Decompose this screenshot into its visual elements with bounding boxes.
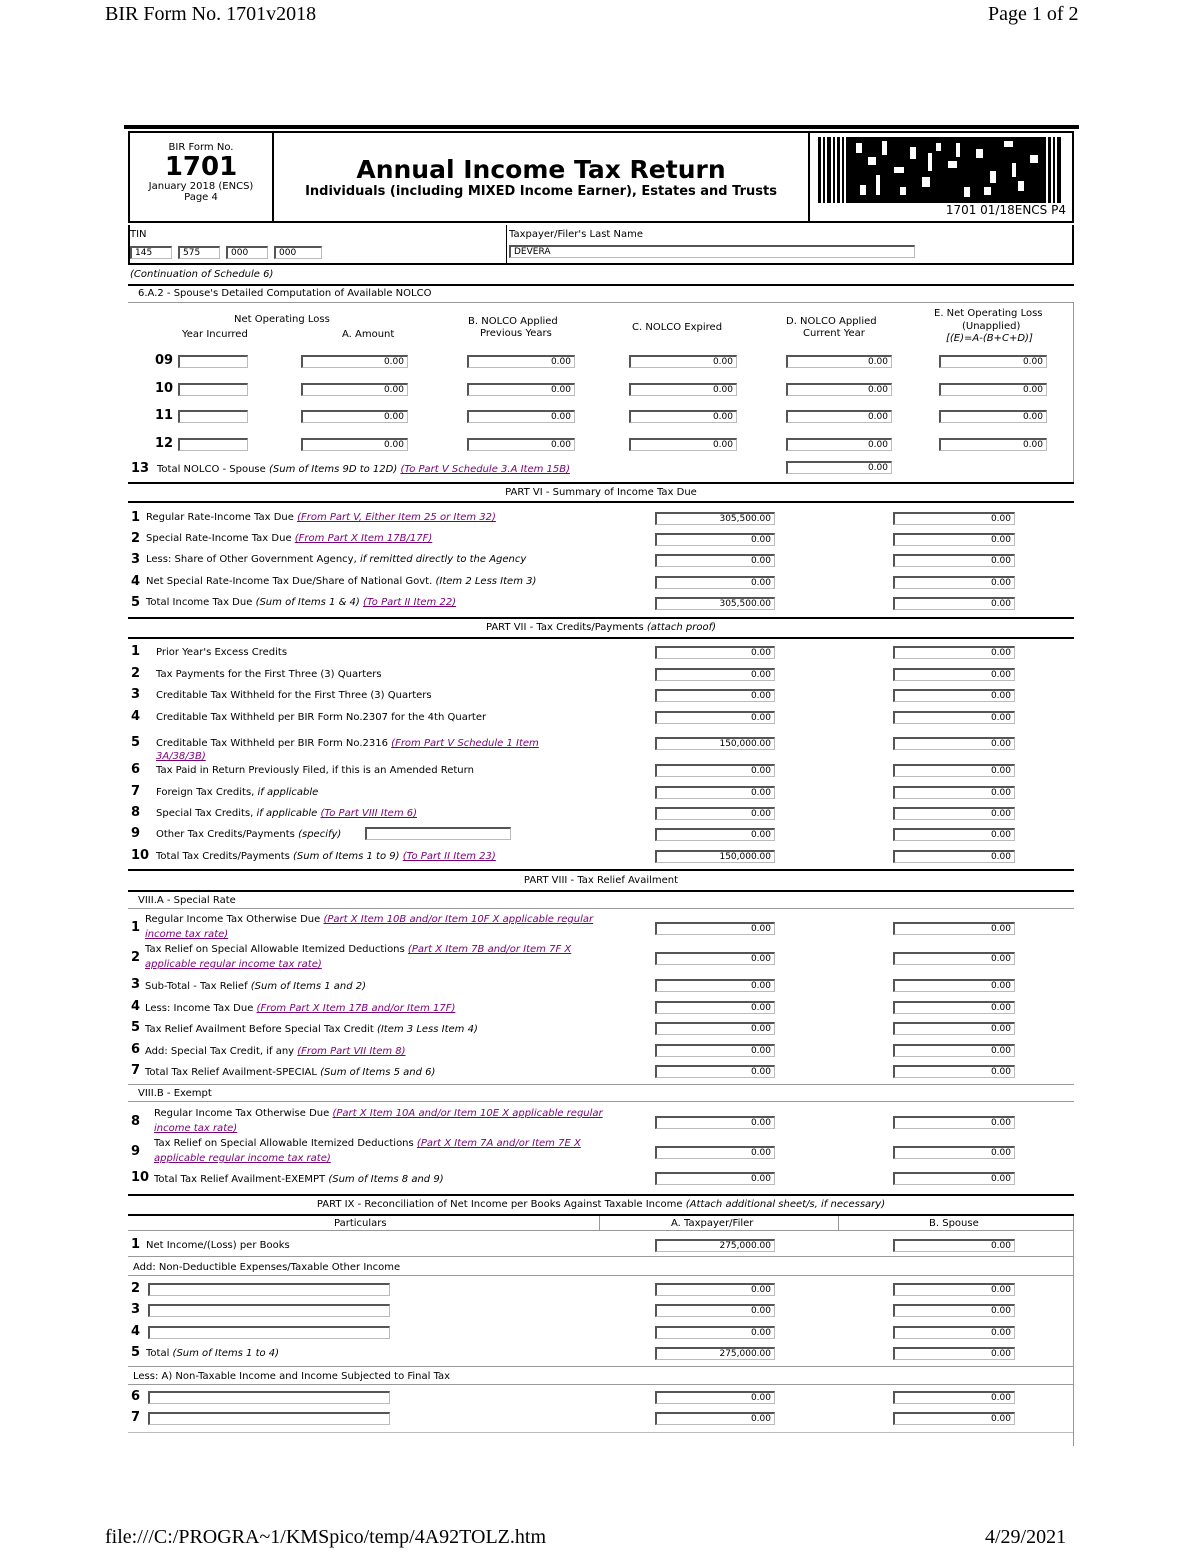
divider [128,1432,1074,1433]
part7-rows-taxpayer-field[interactable]: 150,000.00 [655,850,775,863]
part8-label-text: Tax Relief Availment Before Special Tax Credit [145,1024,377,1035]
part8-label-text: Less: Income Tax Due [145,1003,257,1014]
part7-rows-spouse-field[interactable]: 0.00 [893,689,1015,702]
part8-taxpayer-field[interactable]: 0.00 [655,1001,775,1014]
part9-spouse-field[interactable]: 0.00 [893,1347,1015,1360]
part9-spouse-field[interactable]: 0.00 [893,1326,1015,1339]
part8-link[interactable]: (Part X Item 7A and/or Item 7E X applicable regular income tax rate) [154,1138,581,1164]
part7-rows-spouse-field[interactable]: 0.00 [893,737,1015,750]
part7-rows-number: 7 [131,784,141,799]
divider [128,302,1074,303]
part8-label [145,1022,605,1037]
part9-row-number: 3 [131,1302,141,1317]
part6-rows-note: (Item 2 Less Item 3) [435,576,537,587]
part6-rows-label-text: Regular Rate-Income Tax Due [146,512,298,523]
part9-row-number: 4 [131,1324,141,1339]
part6-rows-label [146,597,456,608]
part8-link[interactable]: (From Part VII Item 8) [297,1046,406,1057]
form-top-border [124,125,1079,129]
part8-spouse-field[interactable]: 0.00 [893,1146,1015,1159]
part9-taxpayer-field[interactable]: 0.00 [655,1412,775,1425]
col-nolco-applied-current: D. NOLCO Applied [786,316,877,327]
part7-rows-label-text: Creditable Tax Withheld for the First Three (3) Quarters [156,690,432,701]
nolco-row-number: 12 [155,436,174,451]
part7-rows-link[interactable]: (To Part II Item 23) [402,851,496,862]
nolco-year-field[interactable] [178,410,248,423]
nolco-e-field[interactable]: 0.00 [939,410,1047,423]
part9-spouse-field[interactable]: 0.00 [893,1391,1015,1404]
part9-spouse-field[interactable]: 0.00 [893,1304,1015,1317]
part8-row-number: 1 [131,920,141,935]
part7-rows-note: (Sum of Items 1 to 9) [293,851,403,862]
part9-add-description-field[interactable] [148,1326,390,1339]
divider [128,1101,1074,1102]
part9-title-text: PART IX - Reconciliation of Net Income per Books Against Taxable Income [316,1199,686,1210]
barcode-image [816,137,1066,203]
part8-note: (Sum of Items 1 and 2) [250,981,367,992]
tin-part-4[interactable]: 000 [274,246,322,259]
col-taxpayer: A. Taxpayer/Filer [671,1218,754,1229]
part9-taxpayer-field[interactable]: 0.00 [655,1283,775,1296]
part7-rows-number: 1 [131,644,141,659]
part7-rows-taxpayer-field[interactable]: 0.00 [655,689,775,702]
col-formula: [(E)=A-(B+C+D)] [946,333,1033,344]
nolco-total-note: (Sum of Items 9D to 12D) [268,464,398,475]
nolco-c-field[interactable]: 0.00 [629,438,737,451]
part8-label-text: Total Tax Relief Availment-EXEMPT [154,1174,329,1185]
part7-rows-label-text: Creditable Tax Withheld per BIR Form No.2307 for the 4th Quarter [156,712,487,723]
part8-taxpayer-field[interactable]: 0.00 [655,1146,775,1159]
part7-rows-label-text: Tax Payments for the First Three (3) Quarters [156,669,382,680]
divider [128,637,1074,639]
col-divider [838,1216,839,1230]
part7-rows-label [156,689,576,702]
part6-rows-spouse-field[interactable]: 0.00 [893,554,1015,567]
part6-rows-number: 3 [131,552,141,567]
nolco-e-field[interactable]: 0.00 [939,355,1047,368]
lastname-field[interactable]: DEVERA [509,245,915,258]
form-page: Page 4 [184,192,218,203]
part7-rows-spouse-field[interactable]: 0.00 [893,850,1015,863]
part8-link[interactable]: (Part X Item 10B and/or Item 10F X applicable regular income tax rate) [145,914,594,940]
part8-row-number: 5 [131,1020,141,1035]
nolco-row-number: 09 [155,353,174,368]
nolco-year-field[interactable] [178,438,248,451]
col-unapplied: (Unapplied) [962,321,1021,332]
part8-label-text: Regular Income Tax Otherwise Due [145,914,324,925]
form-number: 1701 [164,152,238,182]
part6-rows-taxpayer-field[interactable]: 0.00 [655,576,775,589]
part6-rows-taxpayer-field[interactable]: 305,500.00 [655,597,775,610]
part6-rows-label-text: Net Special Rate-Income Tax Due/Share of National Govt. [146,576,436,587]
part8-taxpayer-field[interactable]: 0.00 [655,979,775,992]
part6-rows-note: if remitted directly to the Agency [359,554,527,565]
part8-label-text: Sub-Total - Tax Relief [145,981,251,992]
part9-add-description-field[interactable] [148,1283,390,1296]
part9-title-note: (Attach additional sheet/s, if necessary) [685,1199,886,1210]
part8-taxpayer-field[interactable]: 0.00 [655,1022,775,1035]
tin-part-3[interactable]: 000 [226,246,268,259]
part8-row-number: 2 [131,950,141,965]
nolco-b-field[interactable]: 0.00 [467,438,575,451]
part7-rows-number: 10 [131,848,150,863]
part8-row-number: 6 [131,1042,141,1057]
part7-rows-spouse-field[interactable]: 0.00 [893,711,1015,724]
tin-part-1[interactable]: 145 [130,246,172,259]
part6-rows-taxpayer-field[interactable]: 305,500.00 [655,512,775,525]
part9-less-description-field[interactable] [148,1391,390,1404]
part7-rows-spouse-field[interactable]: 0.00 [893,668,1015,681]
part7-rows-number: 2 [131,666,141,681]
part9-less-label: Less: A) Non-Taxable Income and Income Subjected to Final Tax [133,1371,451,1382]
part7-rows-label [156,807,576,820]
col-spouse: B. Spouse [929,1218,979,1229]
part7-rows-spouse-field[interactable]: 0.00 [893,786,1015,799]
nolco-year-field[interactable] [178,383,248,396]
part8-label-text: Regular Income Tax Otherwise Due [154,1108,333,1119]
nolco-row-number: 11 [155,408,174,423]
part8-taxpayer-field[interactable]: 0.00 [655,922,775,935]
part9-less-description-field[interactable] [148,1412,390,1425]
nolco-total-text: Total NOLCO - Spouse [157,464,266,475]
part8-spouse-field[interactable]: 0.00 [893,952,1015,965]
part6-rows-label [146,554,526,565]
part7-rows-number: 4 [131,709,141,724]
divider [128,908,1074,909]
part8-label-text: Total Tax Relief Availment-SPECIAL [145,1067,321,1078]
part8-spouse-field[interactable]: 0.00 [893,1022,1015,1035]
part7-title [128,622,1074,633]
part8-row-number: 10 [131,1170,150,1185]
part9-row-number: 1 [131,1237,141,1252]
part7-rows-taxpayer-field[interactable]: 0.00 [655,786,775,799]
part8-row-number: 8 [131,1114,141,1129]
nolco-a-field[interactable]: 0.00 [301,355,408,368]
part6-rows-label [146,576,536,587]
part9-total-note: (Sum of Items 1 to 4) [172,1348,280,1359]
part8-label [145,1044,605,1059]
part7-rows-spouse-field[interactable]: 0.00 [893,646,1015,659]
continuation-note: (Continuation of Schedule 6) [130,269,274,280]
nolco-total-number: 13 [131,461,150,476]
tin-label: TIN [130,229,147,240]
nolco-row-number: 10 [155,381,174,396]
nolco-b-field[interactable]: 0.00 [467,383,575,396]
part7-title-note: (attach proof) [646,622,717,633]
part7-rows-note: if applicable [257,787,319,798]
part6-rows-note: (Sum of Items 1 & 4) [255,597,363,608]
part7-title-text: PART VII - Tax Credits/Payments [485,622,647,633]
part6-rows-label-text: Special Rate-Income Tax Due [146,533,295,544]
tin-part-2[interactable]: 575 [178,246,220,259]
col-previous-years: Previous Years [480,328,552,339]
nolco-c-field[interactable]: 0.00 [629,383,737,396]
part8-spouse-field[interactable]: 0.00 [893,1001,1015,1014]
divider [128,1214,1074,1216]
divider [128,1384,1074,1385]
form-edition: January 2018 (ENCS) [148,181,254,192]
nolco-a-field[interactable]: 0.00 [301,383,408,396]
col-year-incurred: Year Incurred [182,329,248,340]
col-particulars: Particulars [334,1218,387,1229]
part6-rows-number: 2 [131,531,141,546]
nolco-d-field[interactable]: 0.00 [786,383,892,396]
nolco-a-field[interactable]: 0.00 [301,438,408,451]
form-subtitle: Individuals (including MIXED Income Earner), Estates and Trusts [305,184,777,199]
part8-label [145,1001,605,1016]
part9-spouse-field[interactable]: 0.00 [893,1283,1015,1296]
part8-label [154,1136,614,1166]
part9-row-number: 5 [131,1345,141,1360]
nolco-year-field[interactable] [178,355,248,368]
part8-spouse-field[interactable]: 0.00 [893,1044,1015,1057]
part9-add-description-field[interactable] [148,1304,390,1317]
part7-rows-taxpayer-field[interactable]: 0.00 [655,764,775,777]
col-current-year: Current Year [803,328,865,339]
part8-spouse-field[interactable]: 0.00 [893,1116,1015,1129]
part9-spouse-field[interactable]: 0.00 [893,1412,1015,1425]
nolco-title: 6.A.2 - Spouse's Detailed Computation of Available NOLCO [138,288,432,299]
part8-spouse-field[interactable]: 0.00 [893,922,1015,935]
part9-taxpayer-field[interactable]: 0.00 [655,1391,775,1404]
part6-rows-label [146,512,496,523]
col-divider [599,1216,600,1230]
part6-rows-number: 5 [131,595,141,610]
part7-rows-number: 5 [131,735,141,750]
part7-rows-number: 8 [131,805,141,820]
part8-label [145,979,605,994]
part7-rows-label [156,786,576,799]
part8-taxpayer-field[interactable]: 0.00 [655,1065,775,1078]
part6-rows-number: 4 [131,574,141,589]
part9-spouse-field[interactable]: 0.00 [893,1239,1015,1252]
part8-link[interactable]: (Part X Item 10A and/or Item 10E X applicable regular income tax rate) [154,1108,603,1134]
divider [128,1275,1074,1276]
part7-rows-label-text: Tax Paid in Return Previously Filed, if this is an Amended Return [156,765,474,776]
print-footer-date: 4/29/2021 [985,1526,1067,1548]
divider [128,1366,1074,1367]
divider [128,1256,1074,1257]
part8-row-number: 9 [131,1144,141,1159]
part7-rows-label-text: Special Tax Credits, [156,808,257,819]
part6-rows-spouse-field[interactable]: 0.00 [893,597,1015,610]
nolco-d-field[interactable]: 0.00 [786,438,892,451]
part6-title: PART VI - Summary of Income Tax Due [505,487,697,498]
part8-label [145,1065,605,1080]
part8-sub-b: VIII.B - Exempt [138,1088,212,1099]
part6-rows-label-text: Total Income Tax Due [146,597,256,608]
lastname-label: Taxpayer/Filer's Last Name [509,229,644,240]
part8-taxpayer-field[interactable]: 0.00 [655,1044,775,1057]
part7-rows-spouse-field[interactable]: 0.00 [893,828,1015,841]
part8-row-number: 4 [131,999,141,1014]
part9-title [128,1199,1074,1210]
part8-title: PART VIII - Tax Relief Availment [523,875,679,886]
part7-rows-number: 6 [131,762,141,777]
part9-total-text: Total [146,1348,173,1359]
part6-rows-spouse-field[interactable]: 0.00 [893,533,1015,546]
part7-rows-note: if applicable [256,808,321,819]
other-tax-credits-specify-field[interactable] [365,827,511,840]
nolco-total-field[interactable]: 0.00 [786,461,892,474]
nolco-e-field[interactable]: 0.00 [939,383,1047,396]
part7-rows-taxpayer-field[interactable]: 0.00 [655,668,775,681]
divider [128,869,1074,871]
part7-rows-label [156,668,576,681]
part9-taxpayer-field[interactable]: 0.00 [655,1326,775,1339]
part6-rows-link[interactable]: (From Part X Item 17B/17F) [294,533,433,544]
part8-taxpayer-field[interactable]: 0.00 [655,952,775,965]
part6-rows-link[interactable]: (From Part V, Either Item 25 or Item 32) [297,512,496,523]
part8-note: (Sum of Items 5 and 6) [320,1067,436,1078]
part8-label-text: Add: Special Tax Credit, if any [145,1046,298,1057]
part9-row-number: 2 [131,1281,141,1296]
part7-rows-label-text: Foreign Tax Credits, [156,787,258,798]
divider [128,890,1074,892]
part9-total-label [146,1348,279,1359]
part6-rows-spouse-field[interactable]: 0.00 [893,512,1015,525]
divider [128,1084,1074,1085]
divider [128,1194,1074,1196]
nolco-c-field[interactable]: 0.00 [629,410,737,423]
part8-spouse-field[interactable]: 0.00 [893,979,1015,992]
part8-sub-a: VIII.A - Special Rate [138,895,236,906]
barcode-box [808,131,1074,223]
form-title: Annual Income Tax Return [356,155,726,184]
print-header-page: Page 1 of 2 [988,3,1079,25]
part8-spouse-field[interactable]: 0.00 [893,1172,1015,1185]
tin-divider [506,225,507,265]
part7-rows-label-text: Creditable Tax Withheld per BIR Form No.2316 [156,738,392,749]
part7-rows-taxpayer-field[interactable]: 0.00 [655,646,775,659]
part7-rows-link[interactable]: (From Part V Schedule 1 Item 3A/38/3B) [156,738,539,762]
divider [128,482,1074,484]
part7-rows-number: 9 [131,826,141,841]
part8-taxpayer-field[interactable]: 0.00 [655,1116,775,1129]
part9-row-number: 6 [131,1389,141,1404]
part6-rows-taxpayer-field[interactable]: 0.00 [655,533,775,546]
right-rule [1073,1216,1074,1446]
nolco-c-field[interactable]: 0.00 [629,355,737,368]
part9-taxpayer-field[interactable]: 0.00 [655,1304,775,1317]
part9-row-number: 7 [131,1410,141,1425]
nolco-d-field[interactable]: 0.00 [786,355,892,368]
divider [128,501,1074,503]
part8-note: (Sum of Items 8 and 9) [328,1174,444,1185]
right-rule [1073,302,1074,482]
part9-taxpayer-field[interactable]: 275,000.00 [655,1347,775,1360]
nolco-d-field[interactable]: 0.00 [786,410,892,423]
part6-rows-label [146,533,432,544]
part8-taxpayer-field[interactable]: 0.00 [655,1172,775,1185]
col-nolco-applied: B. NOLCO Applied [468,316,558,327]
bir-form-label: BIR Form No. [168,142,234,153]
col-nolco-expired: C. NOLCO Expired [632,322,723,333]
form-id-box [128,131,274,223]
part7-rows-label-text: Total Tax Credits/Payments [156,851,294,862]
part8-note: (Item 3 Less Item 4) [376,1024,478,1035]
part7-rows-spouse-field[interactable]: 0.00 [893,764,1015,777]
part7-rows-note: (specify) [298,829,342,840]
print-header-title: BIR Form No. 1701v2018 [105,3,317,25]
part6-rows-label-text: Less: Share of Other Government Agency, [146,554,360,565]
part8-row-number: 7 [131,1063,141,1078]
part7-rows-taxpayer-field[interactable]: 150,000.00 [655,737,775,750]
nolco-b-field[interactable]: 0.00 [467,410,575,423]
part7-rows-label [156,711,576,724]
part7-rows-label [156,850,576,863]
part7-rows-taxpayer-field[interactable]: 0.00 [655,711,775,724]
part7-rows-label-text: Other Tax Credits/Payments [156,829,299,840]
part8-label [145,912,605,942]
part8-link[interactable]: (From Part X Item 17B and/or Item 17F) [256,1003,456,1014]
nolco-e-field[interactable]: 0.00 [939,438,1047,451]
part8-row-number: 3 [131,977,141,992]
part6-rows-spouse-field[interactable]: 0.00 [893,576,1015,589]
divider [128,617,1074,619]
part8-label-text: Tax Relief on Special Allowable Itemized Deductions [154,1138,417,1149]
part7-rows-label [156,646,576,659]
part7-rows-number: 3 [131,687,141,702]
part7-rows-spouse-field[interactable]: 0.00 [893,807,1015,820]
part8-label [154,1172,614,1187]
part8-link[interactable]: (Part X Item 7B and/or Item 7F X applicable regular income tax rate) [145,944,572,970]
nolco-b-field[interactable]: 0.00 [467,355,575,368]
part6-rows-number: 1 [131,510,141,525]
nolco-a-field[interactable]: 0.00 [301,410,408,423]
part9-add-label: Add: Non-Deductible Expenses/Taxable Other Income [133,1262,401,1273]
col-net-operating-loss-e: E. Net Operating Loss [934,308,1043,319]
part6-rows-link[interactable]: (To Part II Item 22) [363,597,457,608]
col-net-operating-loss: Net Operating Loss [234,314,330,325]
part7-rows-taxpayer-field[interactable]: 0.00 [655,828,775,841]
part9-net-income-label: Net Income/(Loss) per Books [146,1240,290,1251]
part9-taxpayer-field[interactable]: 275,000.00 [655,1239,775,1252]
part8-spouse-field[interactable]: 0.00 [893,1065,1015,1078]
part7-rows-taxpayer-field[interactable]: 0.00 [655,807,775,820]
part6-rows-taxpayer-field[interactable]: 0.00 [655,554,775,567]
part8-label [154,1106,614,1136]
divider [128,284,1074,286]
divider [128,1230,1074,1231]
part7-rows-label-text: Prior Year's Excess Credits [156,647,288,658]
part7-rows-label [156,764,576,777]
print-footer-path: file:///C:/PROGRA~1/KMSpico/temp/4A92TOLZ.htm [105,1526,547,1548]
part8-label [145,942,605,972]
nolco-total-label [157,464,570,475]
part7-rows-link[interactable]: (To Part VIII Item 6) [320,808,417,819]
col-amount: A. Amount [342,329,395,340]
part7-rows-label [156,737,576,763]
nolco-total-link[interactable]: (To Part V Schedule 3.A Item 15B) [400,464,571,475]
barcode-caption: 1701 01/18ENCS P4 [945,203,1066,217]
form-title-box [274,131,808,223]
part8-label-text: Tax Relief on Special Allowable Itemized Deductions [145,944,408,955]
